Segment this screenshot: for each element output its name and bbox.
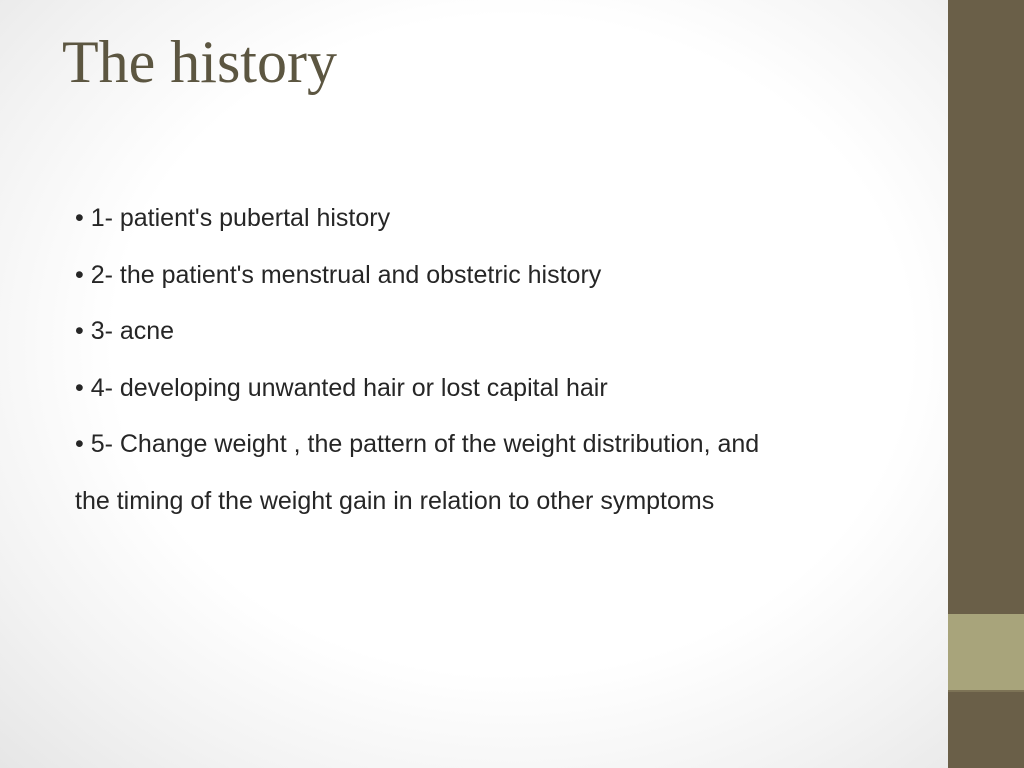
bullet-item-1: • 1- patient's pubertal history — [75, 204, 391, 232]
bullet-item-5: • 5- Change weight , the pattern of the weight distribution, and — [75, 430, 760, 458]
sidebar-accent-edge — [948, 690, 1024, 692]
decorative-sidebar — [948, 0, 1024, 768]
slide-title: The history — [62, 29, 337, 95]
bullet-item-3: • 3- acne — [75, 317, 175, 345]
sidebar-accent-block — [948, 614, 1024, 690]
bullet-item-4: • 4- developing unwanted hair or lost capital hair — [75, 373, 608, 402]
bullet-item-2: • 2- the patient's menstrual and obstetric history — [75, 260, 602, 289]
bullet-item-5-continuation: the timing of the weight gain in relation to other symptoms — [75, 486, 715, 515]
bullet-list — [75, 190, 925, 529]
